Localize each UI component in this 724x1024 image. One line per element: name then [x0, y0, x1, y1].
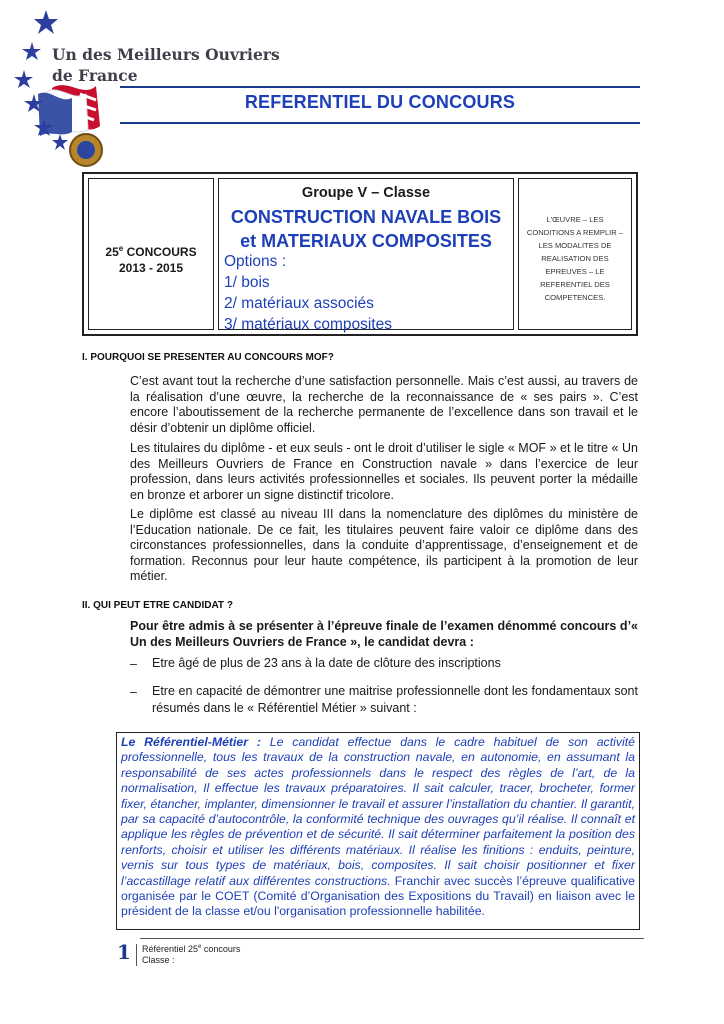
page-title: REFERENTIEL DU CONCOURS	[244, 92, 516, 112]
speciality-title	[219, 205, 513, 253]
concours-table	[82, 172, 638, 336]
footer-text	[142, 942, 240, 966]
footer-divider	[136, 944, 137, 966]
concours-word: CONCOURS	[123, 245, 197, 259]
option-item: 2/ matériaux associés	[224, 295, 374, 312]
referentiel-label: Le Référentiel-Métier :	[121, 735, 261, 749]
side-note: L'ŒUVRE – LES CONDITIONS A REMPLIR – LES MODALITES DE REALISATION DES EPREUVES – LE REFERENTIEL DES COMPETENCES.	[526, 215, 624, 302]
referentiel-text-upright: Franchir avec succès l’épreuve qualificative organisée par le COET (Comité d’Organisation des Expositions du Travail) en liaison avec le président de la classe et/ou l'organisation professionnelle habilitée.	[121, 873, 635, 919]
header-rule-bottom	[120, 122, 640, 124]
referentiel-text: Le candidat effectue dans le cadre habituel de son activité professionnelle, tous les travaux de la construction navale, en autonomie, en assumant la responsabilité de ses actes professionnels dans le respect des règles de l’art, de la normalisation, Il effectue les travaux préparatoires. Il sait calculer, tracer, brocheter, former fixer, étancher, implanter, dimensionner le travail et assurer l’installation du chantier. Il garantit, par sa capacité d’autocontrôle, la conformité technique des ouvrages qu’il réalise. Il connaît et applique les règles de prévention et de sécurité. Il sait déterminer parfaitement la position des renforts, choisir et utiliser les différents matériaux. Il réalise les finitions : enduits, peinture, vernis sur tous types de matériaux, bois, composites. Il sait choisir positionner et fixer l’accastillage relatif aux différentes constructions.	[121, 735, 635, 888]
medal-icon	[70, 134, 102, 166]
footer-line-1-sup: e	[198, 944, 202, 950]
mof-logo	[8, 8, 123, 178]
speciality-line-1: CONSTRUCTION NAVALE BOIS	[230, 207, 502, 227]
paragraph: Le diplôme est classé au niveau III dans la nomenclature des diplômes du ministère de l’Education nationale. De ce fait, les titulaires peuvent faire valoir ce diplôme dans des circonstances professionnelles, dans la conduite d’apprentissage, d’enseignement et de formation. Reconnus pour leur haute compétence, ils participent à la promotion de leur métier.	[130, 507, 638, 583]
paragraph-intro: Pour être admis à se présenter à l’épreuve finale de l’examen dénommé concours d’« Un des Meilleurs Ouvriers de France », le candidat devra :	[130, 619, 638, 649]
brand-line-1: Un des Meilleurs Ouvriers	[52, 45, 280, 64]
header-rule-top	[120, 86, 640, 88]
section-heading: I. POURQUOI SE PRESENTER AU CONCOURS MOF?	[82, 352, 334, 363]
section-heading: II. QUI PEUT ETRE CANDIDAT ?	[82, 600, 233, 611]
page-number: 1	[117, 940, 131, 964]
side-note-cell	[518, 178, 632, 330]
footer-line-1b: concours	[201, 944, 241, 954]
option-item: 3/ matériaux composites	[224, 316, 392, 333]
speciality-cell	[218, 178, 514, 333]
footer-rule	[140, 938, 644, 939]
groupe-title: Groupe V – Classe	[301, 185, 431, 201]
list-dash: –	[130, 685, 137, 699]
option-item: 1/ bois	[224, 274, 270, 291]
referentiel-box	[116, 732, 640, 930]
brand-line-2: de France	[52, 66, 138, 85]
options-title: Options :	[224, 253, 287, 270]
list-item: Etre en capacité de démontrer une maitrise professionnelle dont les fondamentaux sont résumés dans le « Référentiel Métier » suivant :	[152, 684, 638, 715]
concours-label	[89, 241, 213, 276]
concours-sup: e	[118, 244, 124, 253]
concours-years: 2013 - 2015	[118, 261, 184, 275]
concours-cell	[88, 178, 214, 330]
options-list	[224, 251, 392, 335]
list-dash: –	[130, 657, 137, 671]
footer-line-1a: Référentiel 25	[142, 944, 199, 954]
brand-name	[52, 44, 280, 86]
footer-line-2: Classe :	[142, 955, 175, 965]
list-item: Etre âgé de plus de 23 ans à la date de clôture des inscriptions	[152, 656, 501, 670]
speciality-line-2: et MATERIAUX COMPOSITES	[240, 231, 492, 251]
paragraph: C’est avant tout la recherche d’une satisfaction personnelle. Mais c’est aussi, au travers de la réalisation d’une œuvre, la recherche de la reconnaissance de « ses pairs ». C’est encore l’aboutissement de la recherche permanente de l’excellence dans son travail et le désir d’obtenir un diplôme officiel.	[130, 374, 638, 435]
concours-number: 25	[105, 245, 119, 259]
paragraph: Les titulaires du diplôme - et eux seuls - ont le droit d’utiliser le sigle « MOF » et le titre « Un des Meilleurs Ouvriers de France en Construction navale » dans l’exercice de leur profession, dans leurs activités professionnelles et sociales. Ils peuvent porter la médaille en bronze et arborer un signe distinctif tricolore.	[130, 441, 638, 502]
